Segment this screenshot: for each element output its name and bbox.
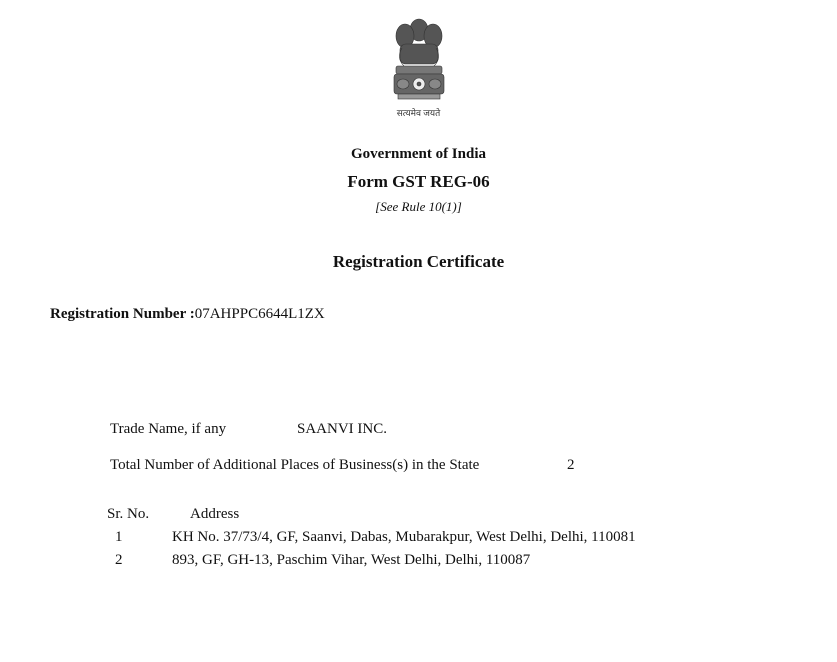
table-row-sr-no: 2: [115, 552, 123, 568]
additional-places-value: 2: [567, 457, 575, 473]
table-row-address: KH No. 37/73/4, GF, Saanvi, Dabas, Mubarakpur, West Delhi, Delhi, 110081: [172, 529, 636, 545]
registration-value: 07AHPPC6644L1ZX: [194, 306, 325, 322]
trade-name-label: Trade Name, if any: [110, 421, 227, 437]
registration-number: [50, 306, 325, 323]
national-emblem-icon: [388, 14, 450, 106]
trade-name-value: SAANVI INC.: [297, 421, 387, 437]
table-row-address: 893, GF, GH-13, Paschim Vihar, West Delhi, Delhi, 110087: [172, 552, 531, 568]
certificate-title: Registration Certificate: [332, 252, 505, 271]
table-row-sr-no: 1: [115, 529, 123, 545]
government-heading: Government of India: [351, 146, 486, 162]
rule-reference: [See Rule 10(1)]: [375, 199, 462, 214]
table-header-sr-no: Sr. No.: [107, 506, 150, 522]
additional-places-label: Total Number of Additional Places of Business(s) in the State: [110, 457, 480, 473]
registration-label: Registration Number :: [50, 306, 195, 322]
form-title: Form GST REG-06: [347, 172, 490, 191]
table-header-address: Address: [190, 506, 240, 522]
emblem-motto: सत्यमेव जयते: [396, 108, 441, 118]
